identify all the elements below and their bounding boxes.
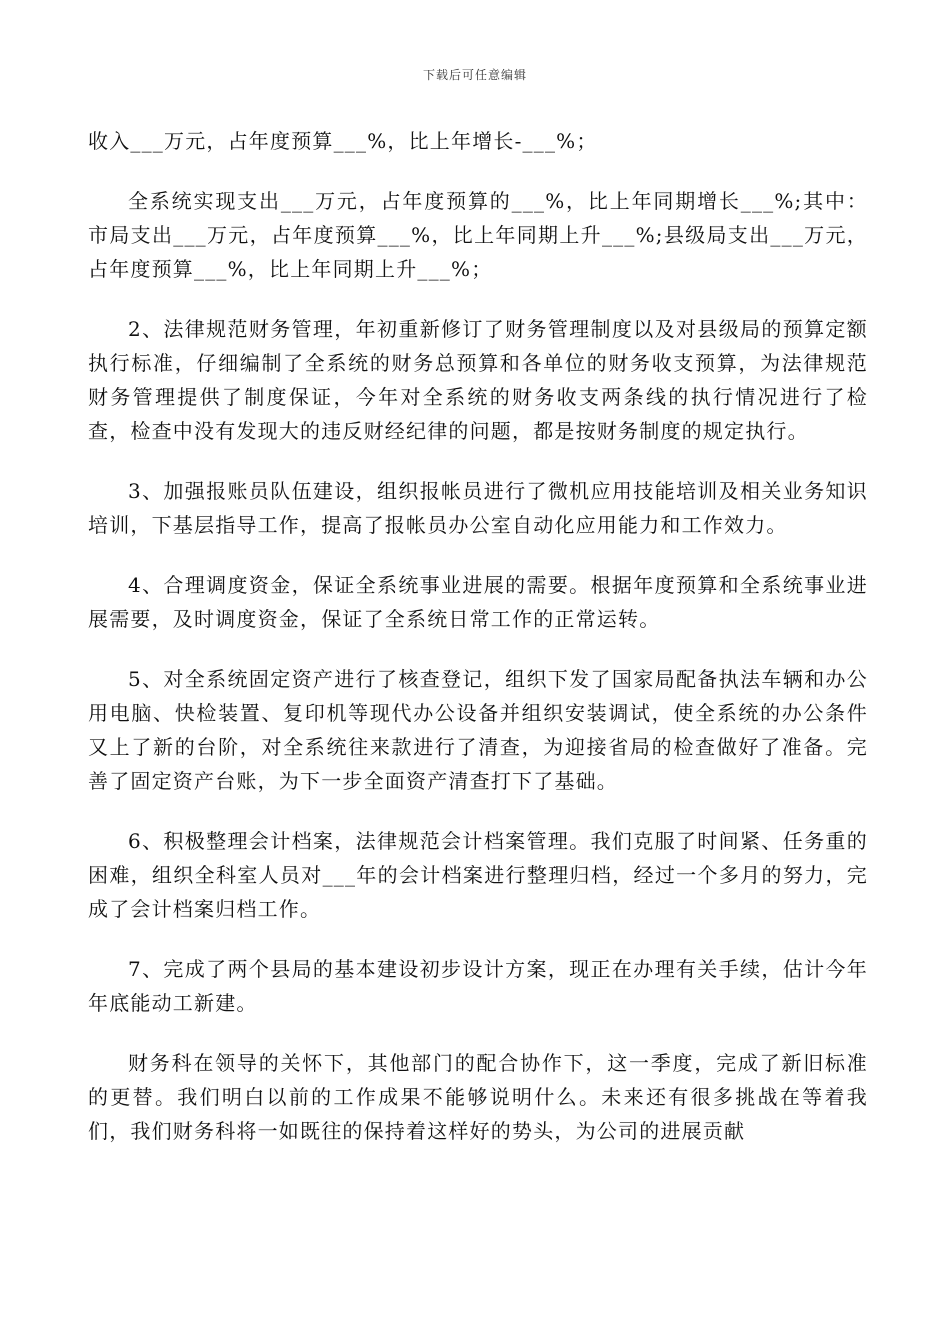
- paragraph-item-4: 4、合理调度资金，保证全系统事业进展的需要。根据年度预算和全系统事业进展需要，及时调度资金，保证了全系统日常工作的正常运转。: [88, 573, 868, 631]
- paragraph-expenditure: 全系统实现支出___万元，占年度预算的___%，比上年同期增长___%;其中：市局支出___万元，占年度预算___%，比上年同期上升___%;县级局支出___万元，占年度预算___%，比上年同期上升___%；: [88, 189, 868, 281]
- page-header: 下载后可任意编辑: [422, 68, 527, 82]
- paragraph-item-6: 6、积极整理会计档案，法律规范会计档案管理。我们克服了时间紧、任务重的困难，组织全科室人员对___年的会计档案进行整理归档，经过一个多月的努力，完成了会计档案归档工作。: [88, 829, 868, 921]
- paragraph-item-3: 3、加强报账员队伍建设，组织报帐员进行了微机应用技能培训及相关业务知识培训，下基层指导工作，提高了报帐员办公室自动化应用能力和工作效力。: [88, 479, 868, 537]
- paragraph-item-2: 2、法律规范财务管理，年初重新修订了财务管理制度以及对县级局的预算定额执行标准，仔细编制了全系统的财务总预算和各单位的财务收支预算，为法律规范财务管理提供了制度保证，今年对全系统的财务收支两条线的执行情况进行了检查，检查中没有发现大的违反财经纪律的问题，都是按财务制度的规定执行。: [88, 317, 868, 443]
- document-body: [88, 124, 868, 1174]
- paragraph-item-5: 5、对全系统固定资产进行了核查登记，组织下发了国家局配备执法车辆和办公用电脑、快检装置、复印机等现代办公设备并组织安装调试，使全系统的办公条件又上了新的台阶，对全系统往来款进行了清查，为迎接省局的检查做好了准备。完善了固定资产台账，为下一步全面资产清查打下了基础。: [88, 667, 868, 793]
- paragraph-income: 收入___万元，占年度预算___%，比上年增长-___%；: [88, 129, 598, 153]
- paragraph-closing: 财务科在领导的关怀下，其他部门的配合协作下，这一季度，完成了新旧标准的更替。我们明白以前的工作成果不能够说明什么。未来还有很多挑战在等着我们，我们财务科将一如既往的保持着这样好的势头，为公司的进展贡献: [88, 1051, 868, 1143]
- paragraph-item-7: 7、完成了两个县局的基本建设初步设计方案，现正在办理有关手续，估计今年年底能动工新建。: [88, 957, 868, 1015]
